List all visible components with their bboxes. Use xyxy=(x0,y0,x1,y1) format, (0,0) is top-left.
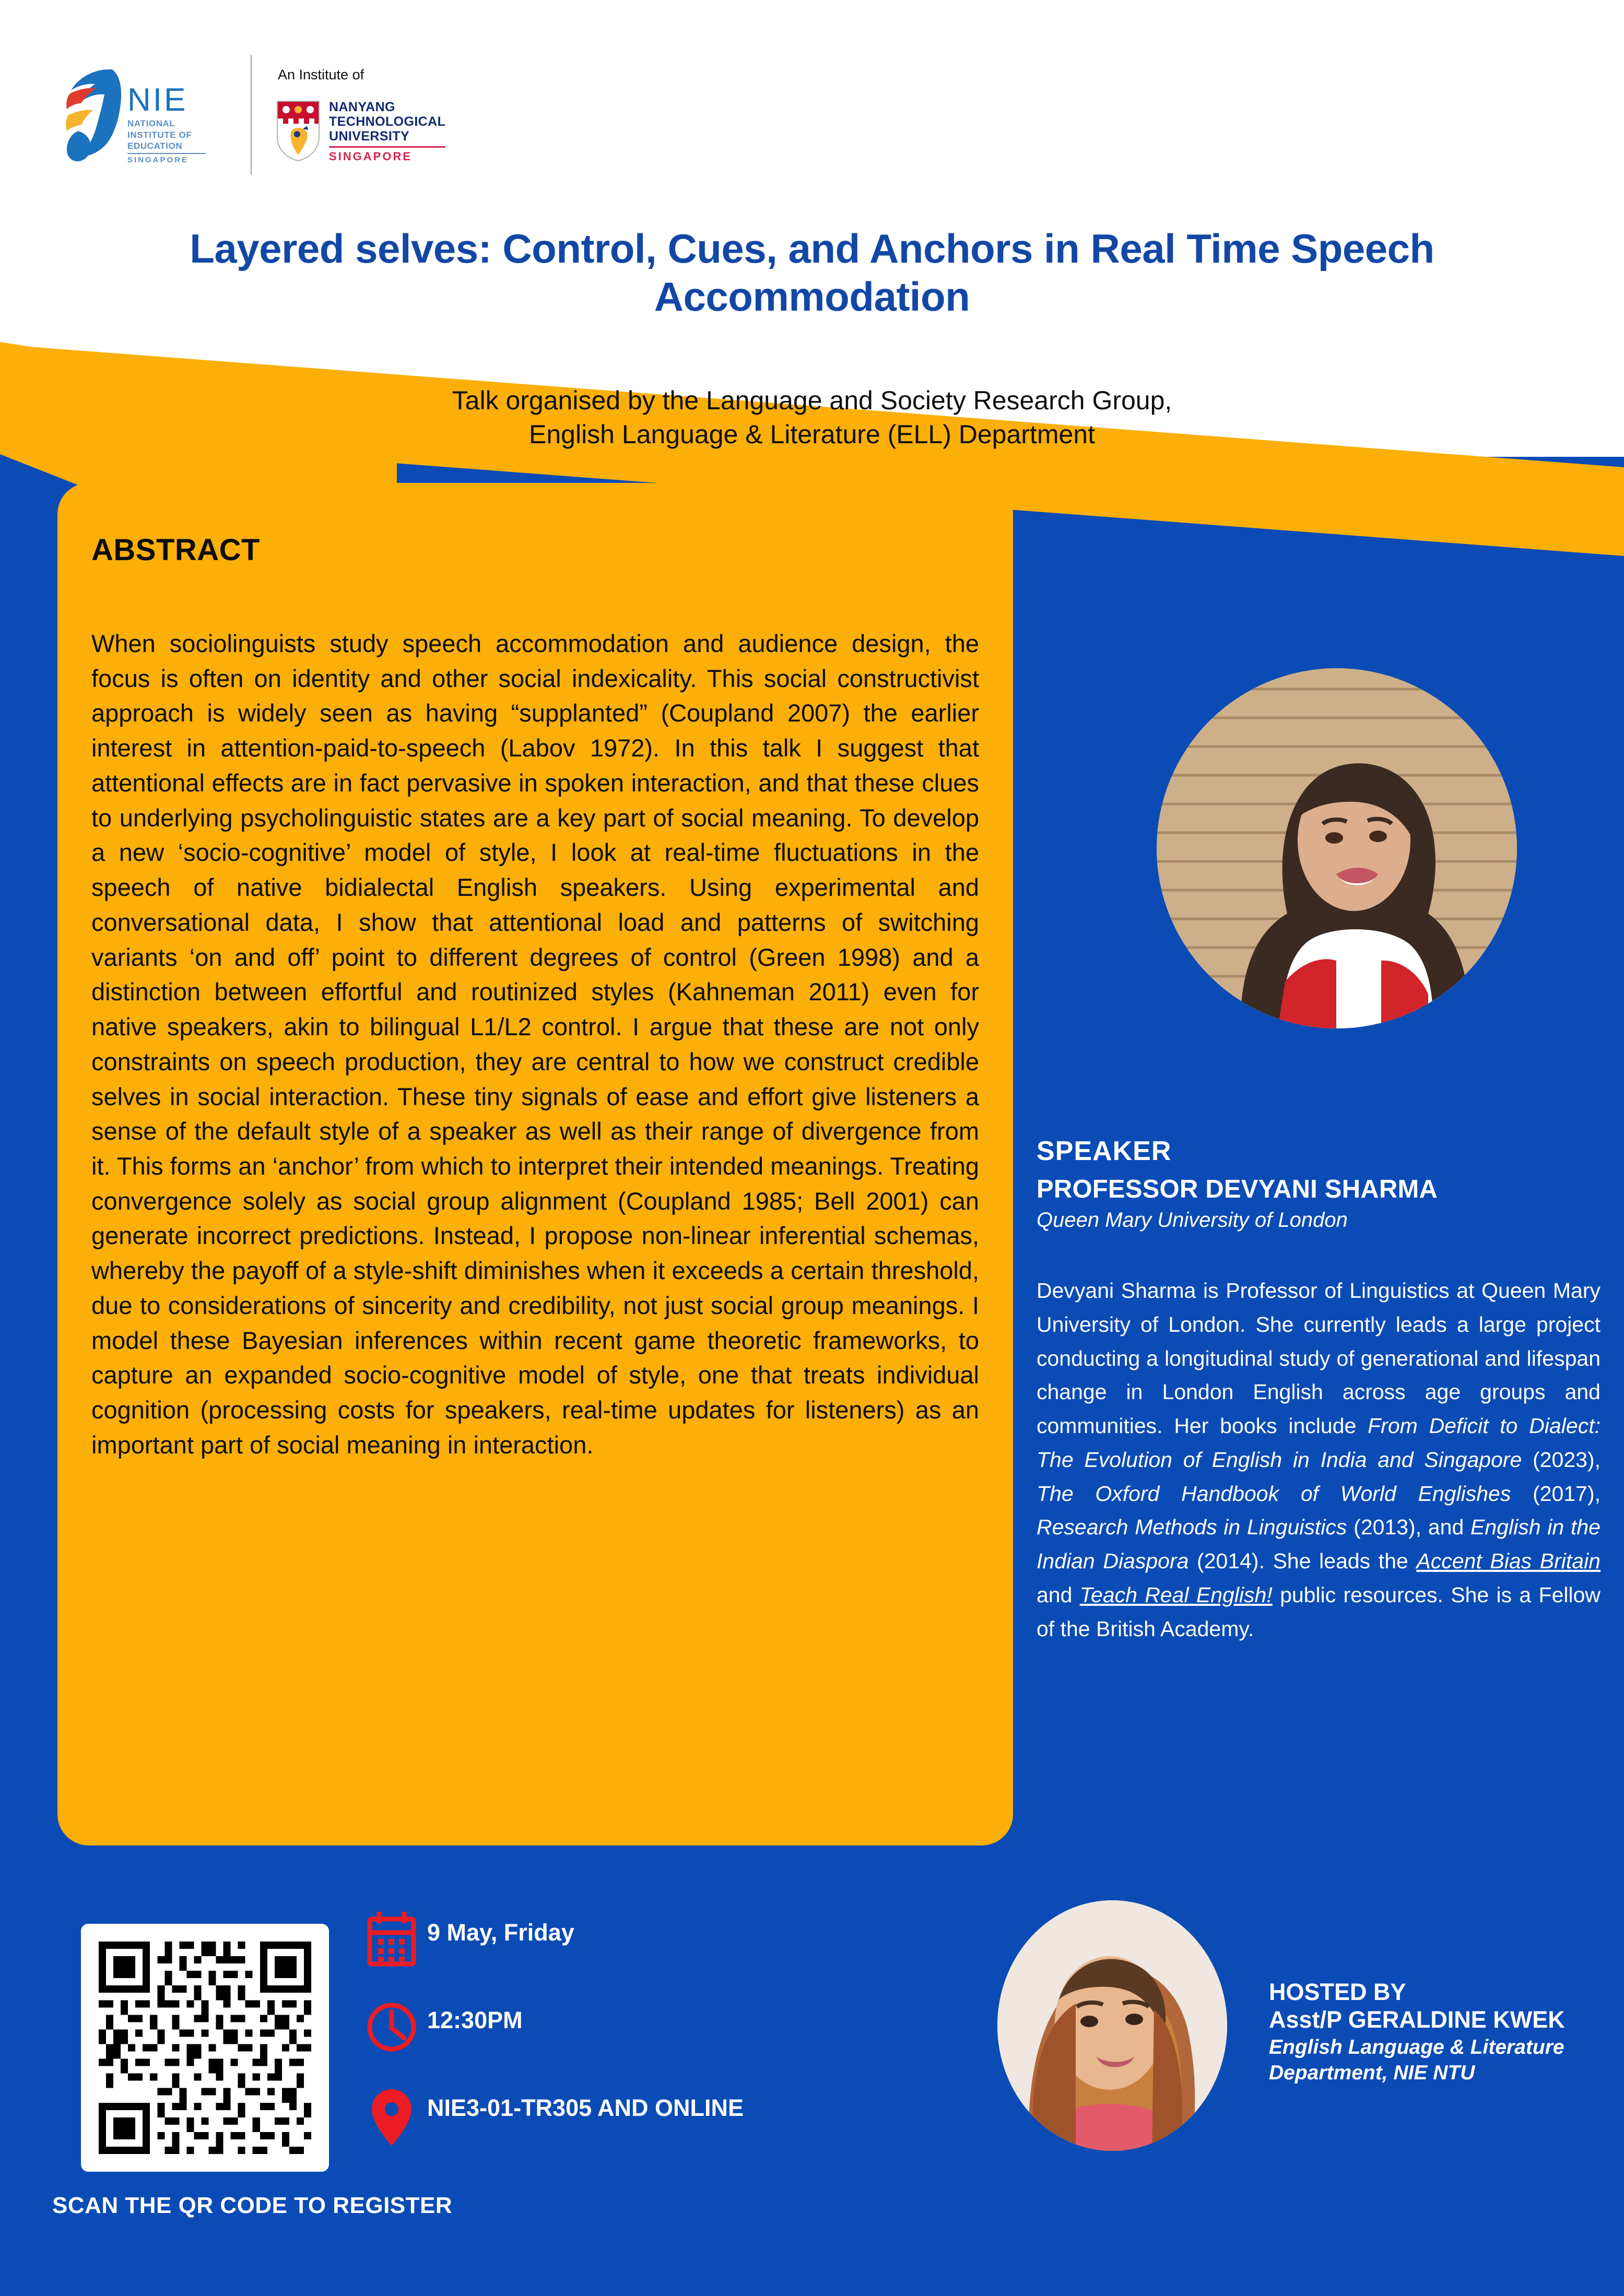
nie-acronym: NIE xyxy=(127,82,188,119)
host-department-line2: Department, NIE NTU xyxy=(1269,2062,1475,2085)
event-detail-time xyxy=(366,1998,773,2056)
host-department-line1: English Language & Literature xyxy=(1269,2035,1564,2058)
ntu-line2: TECHNOLOGICAL xyxy=(329,114,446,129)
host-name: Asst/P GERALDINE KWEK xyxy=(1269,2006,1565,2033)
nie-full-line3: EDUCATION xyxy=(127,140,183,151)
host-block xyxy=(1269,1979,1614,2086)
nie-full-line1: NATIONAL xyxy=(127,119,175,129)
speaker-label: SPEAKER xyxy=(1037,1136,1172,1166)
page-title: Layered selves: Control, Cues, and Anchors in Real Time Speech Accommodation xyxy=(190,226,1434,320)
calendar-icon xyxy=(366,1911,427,1968)
scan-qr-instruction: SCAN THE QR CODE TO REGISTER xyxy=(52,2193,453,2218)
ntu-line1: NANYANG xyxy=(329,99,395,114)
ntu-wordmark xyxy=(329,100,445,163)
event-detail-date xyxy=(366,1911,773,1968)
speaker-bio: Devyani Sharma is Professor of Linguistics at Queen Mary University of London. She currently leads a large project conducting a longitudinal study of generational and lifespan change in London English across age groups and communities. Her books include From Deficit to Dialect: The Evolution of English in India and Singapore (2023), The Oxford Handbook of World Englishes (2017), Research Methods in Linguistics (2013), and English in the Indian Diaspora (2014). She leads the Accent Bias Britain and Teach Real English! public resources. She is a Fellow of the British Academy. xyxy=(1037,1279,1601,1641)
clock-icon xyxy=(366,1998,427,2056)
logo-divider xyxy=(251,55,252,175)
nie-rule xyxy=(127,153,206,154)
nie-swoosh-icon xyxy=(63,65,124,164)
an-institute-of-label: An Institute of xyxy=(278,66,364,82)
logo-bar xyxy=(63,47,512,183)
abstract-body: When sociolinguists study speech accommodation and audience design, the focus is often on identity and other social indexicality. This social constructivist approach is widely seen as having “supplanted” (Coupland 2007) the earlier interest in attention-paid-to-speech (Labov 1972). In this talk I suggest that attentional effects are in fact pervasive in spoken interaction, and that these clues to underlying psycholinguistic states are a key part of social meaning. To develop a new ‘socio-cognitive’ model of style, I look at real-time fluctuations in the speech of native bidialectal English speakers. Using experimental and conversational data, I show that attentional load and patterns of switching variants ‘on and off’ point to different degrees of control (Green 1998) and a distinction between effortful and routinized styles (Kahneman 2011) even for native speakers, akin to bilingual L1/L2 control. I argue that these are not only constraints on speech production, they are central to how we construct credible selves in social interaction. These tiny signals of ease and effort give listeners a sense of the default style of a speaker as well as their range of divergence from it. This forms an ‘anchor’ from which to interpret their intended meanings. Treating convergence solely as social group alignment (Coupland 1985; Bell 2001) can generate incorrect predictions. Instead, I propose non-linear inferential schemas, whereby the payoff of a style-shift diminishes when it exceeds a certain threshold, due to considerations of sincerity and credibility, not just social group meanings. I model these Bayesian inferences within recent game theoretic frameworks, to capture an expanded socio-cognitive model of style, one that treats individual cognition (processing costs for speakers, real-time updates for listeners) as an important part of social meaning in interaction. xyxy=(91,630,979,1459)
nie-full-line2: INSTITUTE OF xyxy=(127,129,192,140)
event-date-text: 9 May, Friday xyxy=(427,1919,574,1946)
nie-logo xyxy=(63,65,235,164)
event-venue-text: NIE3-01-TR305 AND ONLINE xyxy=(427,2094,744,2121)
ntu-line3: UNIVERSITY xyxy=(329,128,410,144)
page-subtitle: Talk organised by the Language and Society Research Group, English Language & Literature (ELL) Department xyxy=(452,386,1172,449)
speaker-photo xyxy=(1157,668,1517,1028)
event-detail-venue xyxy=(366,2086,773,2149)
location-pin-icon xyxy=(366,2086,427,2149)
nie-city: SINGAPORE xyxy=(127,156,189,164)
event-details-list xyxy=(366,1911,773,2179)
ntu-crest-icon xyxy=(276,100,321,162)
ntu-rule xyxy=(329,146,445,148)
speaker-affiliation: Queen Mary University of London xyxy=(1037,1209,1348,1232)
speaker-name: PROFESSOR DEVYANI SHARMA xyxy=(1037,1175,1438,1203)
nie-wordmark xyxy=(127,82,206,164)
ntu-logo xyxy=(276,67,445,163)
hosted-by-label: HOSTED BY xyxy=(1269,1979,1406,2005)
host-photo xyxy=(997,1900,1227,2151)
event-time-text: 12:30PM xyxy=(427,2007,523,2033)
qr-code[interactable] xyxy=(81,1924,329,2172)
abstract-heading: ABSTRACT xyxy=(91,533,260,567)
ntu-city: SINGAPORE xyxy=(329,149,413,163)
